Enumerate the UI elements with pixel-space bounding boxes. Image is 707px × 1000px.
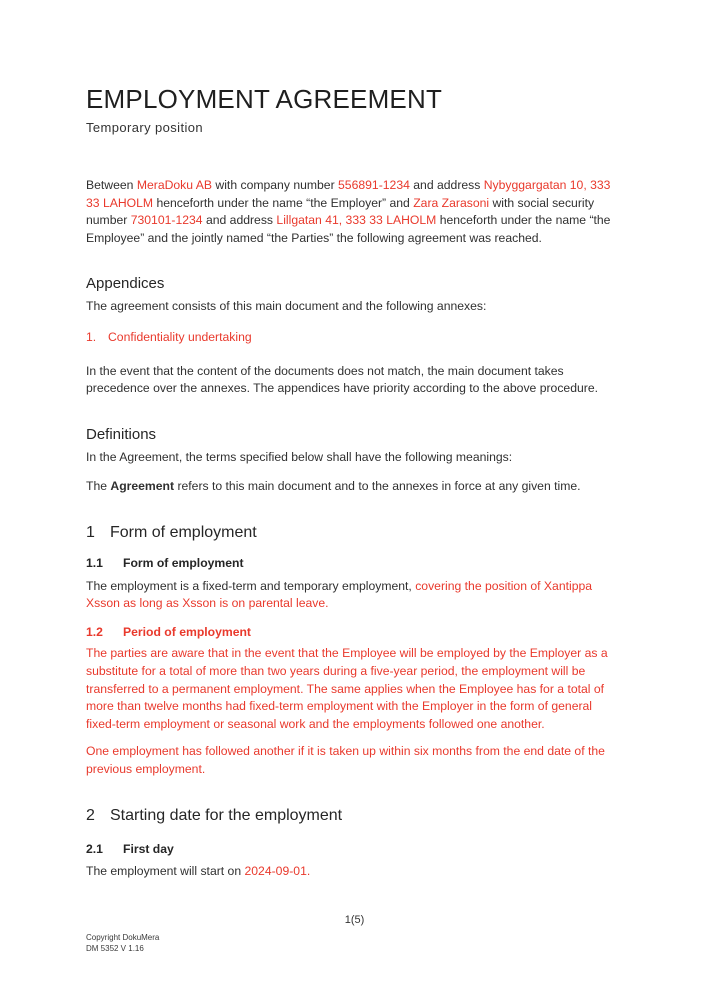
section-1-2-body-2: One employment has followed another if it is taken up within six months from the end date of the previous employment. [86, 744, 605, 776]
section-2-1-heading [86, 841, 623, 859]
section-2-1-title: First day [123, 842, 174, 857]
definitions-heading: Definitions [86, 425, 157, 443]
page-title: EMPLOYMENT AGREEMENT [86, 84, 443, 114]
section-2-title: Starting date for the employment [110, 807, 343, 825]
section-2-1-body: The employment will start on 2024-09-01. [86, 864, 311, 879]
appendices-list-number: 1. [86, 329, 97, 344]
appendices-heading: Appendices [86, 275, 165, 293]
document-content [86, 0, 623, 881]
section-1-heading [86, 523, 623, 543]
section-1-title: Form of employment [110, 523, 257, 541]
section-1-number: 1 [86, 523, 95, 541]
appendices-list-label: Confidentiality undertaking [108, 329, 252, 344]
section-1-2-heading [86, 624, 623, 642]
appendices-body-2: In the event that the content of the documents does not match, the main document takes precedence over the annexes. The appendices have priority according to the above procedure. [86, 363, 598, 396]
section-2-heading [86, 806, 623, 826]
footer-copyright [86, 932, 159, 954]
footer-copyright-line1: Copyright DokuMera [86, 933, 160, 942]
section-1-2-title: Period of employment [123, 624, 251, 639]
appendices-list-item [86, 329, 623, 347]
appendices-body-1: The agreement consists of this main document and the following annexes: [86, 299, 487, 314]
section-1-1-title: Form of employment [123, 555, 244, 570]
definitions-body-2: The Agreement refers to this main document and to the annexes in force at any given time. [86, 479, 581, 494]
section-1-2-body-1: The parties are aware that in the event that the Employee will be employed by the Employer as a substitute for a total of more than two years during a five-year period, the employment will be transferred to a permanent employment. The same applies when the Employee has for a total of more than twelve months had fixed-term employment with the Employer in the form of general fixed-term employment or seasonal work and the employments followed one another. [86, 646, 608, 731]
section-1-1-body: The employment is a fixed-term and temporary employment, covering the position of Xantippa Xsson as long as Xsson is on parental leave. [86, 578, 593, 611]
page-number: 1(5) [344, 914, 365, 926]
page-subtitle: Temporary position [86, 120, 204, 135]
section-2-1-number: 2.1 [86, 842, 103, 857]
section-1-1-heading [86, 555, 623, 573]
footer-copyright-line2: DM 5352 V 1.16 [86, 944, 144, 953]
section-2-number: 2 [86, 807, 95, 825]
definitions-body-1: In the Agreement, the terms specified below shall have the following meanings: [86, 449, 513, 464]
intro-paragraph: Between MeraDoku AB with company number 556891-1234 and address Nybyggargatan 10, 333 33 LAHOLM henceforth under the name “the Employer” and Zara Zarasoni with social security number 730101-1234 and address Lillgatan 41, 333 33 LAHOLM henceforth under the name “the Employee” and the jointly named “the Parties” the following agreement was reached. [86, 178, 611, 245]
section-1-1-number: 1.1 [86, 555, 103, 570]
section-1-2-number: 1.2 [86, 624, 103, 639]
